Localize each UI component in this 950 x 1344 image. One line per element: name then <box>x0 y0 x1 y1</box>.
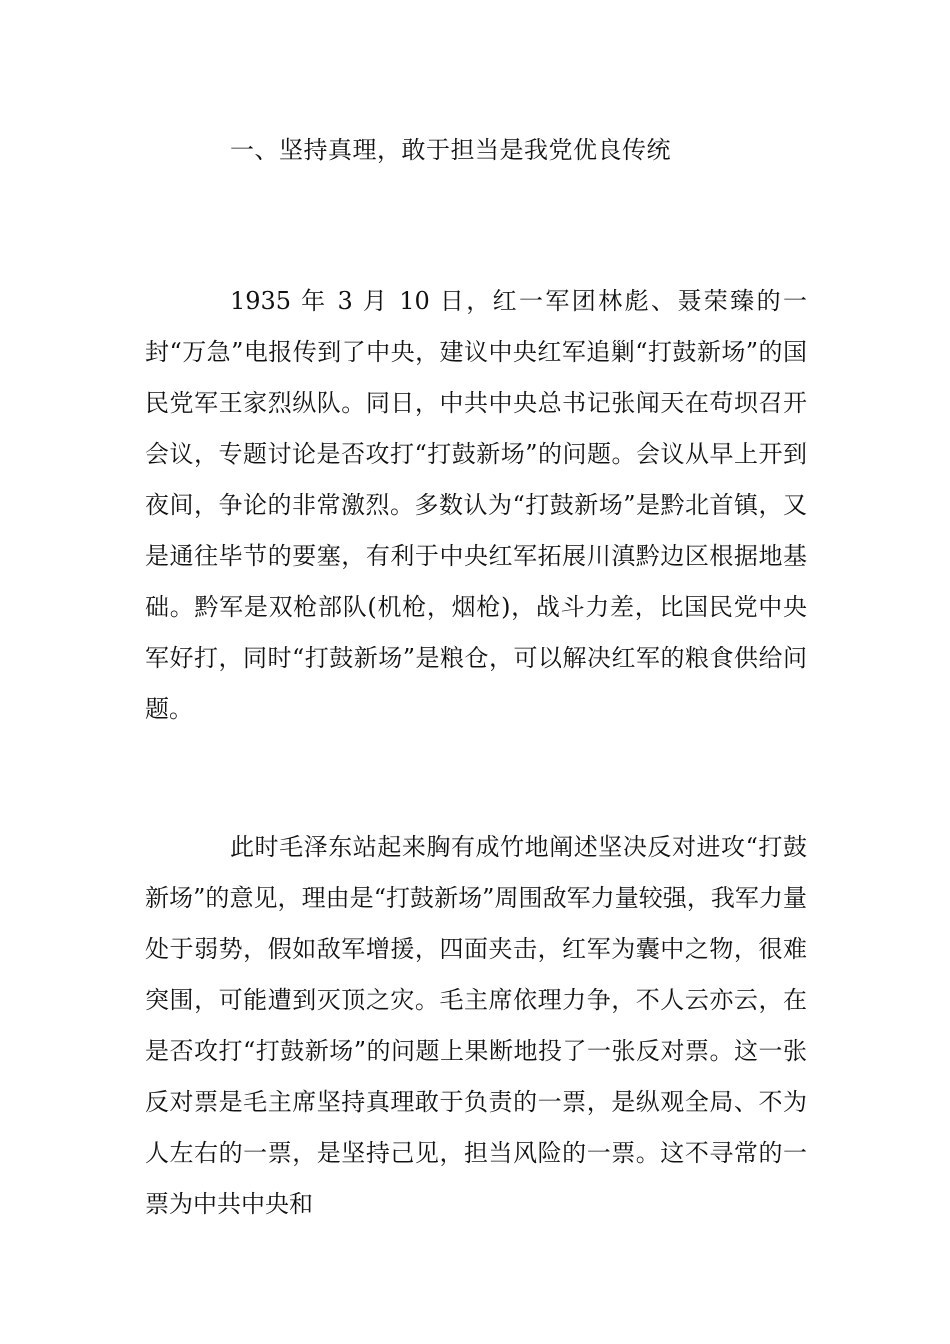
body-paragraph-1: 1935 年 3 月 10 日，红一军团林彪、聂荣臻的一封“万急”电报传到了中央，建议中央红军追剿“打鼓新场”的国民党军王家烈纵队。同日，中共中央总书记张闻天在苟坝召开会议，专题讨论是否攻打“打鼓新场”的问题。会议从早上开到夜间，争论的非常激烈。多数认为“打鼓新场”是黔北首镇，又是通往毕节的要塞，有利于中央红军拓展川滇黔边区根据地基础。黔军是双枪部队(机枪，烟枪)，战斗力差，比国民党中央军好打，同时“打鼓新场”是粮仓，可以解决红军的粮食供给问题。 <box>145 287 807 723</box>
section-heading: 一、坚持真理，敢于担当是我党优良传统 <box>230 136 671 164</box>
body-paragraph-2: 此时毛泽东站起来胸有成竹地阐述坚决反对进攻“打鼓新场”的意见，理由是“打鼓新场”周围敌军力量较强，我军力量处于弱势，假如敌军增援，四面夹击，红军为囊中之物，很难突围，可能遭到灭顶之灾。毛主席依理力争，不人云亦云，在是否攻打“打鼓新场”的问题上果断地投了一张反对票。这一张反对票是毛主席坚持真理敢于负责的一票，是纵观全局、不为人左右的一票，是坚持己见，担当风险的一票。这不寻常的一票为中共中央和 <box>145 833 807 1218</box>
